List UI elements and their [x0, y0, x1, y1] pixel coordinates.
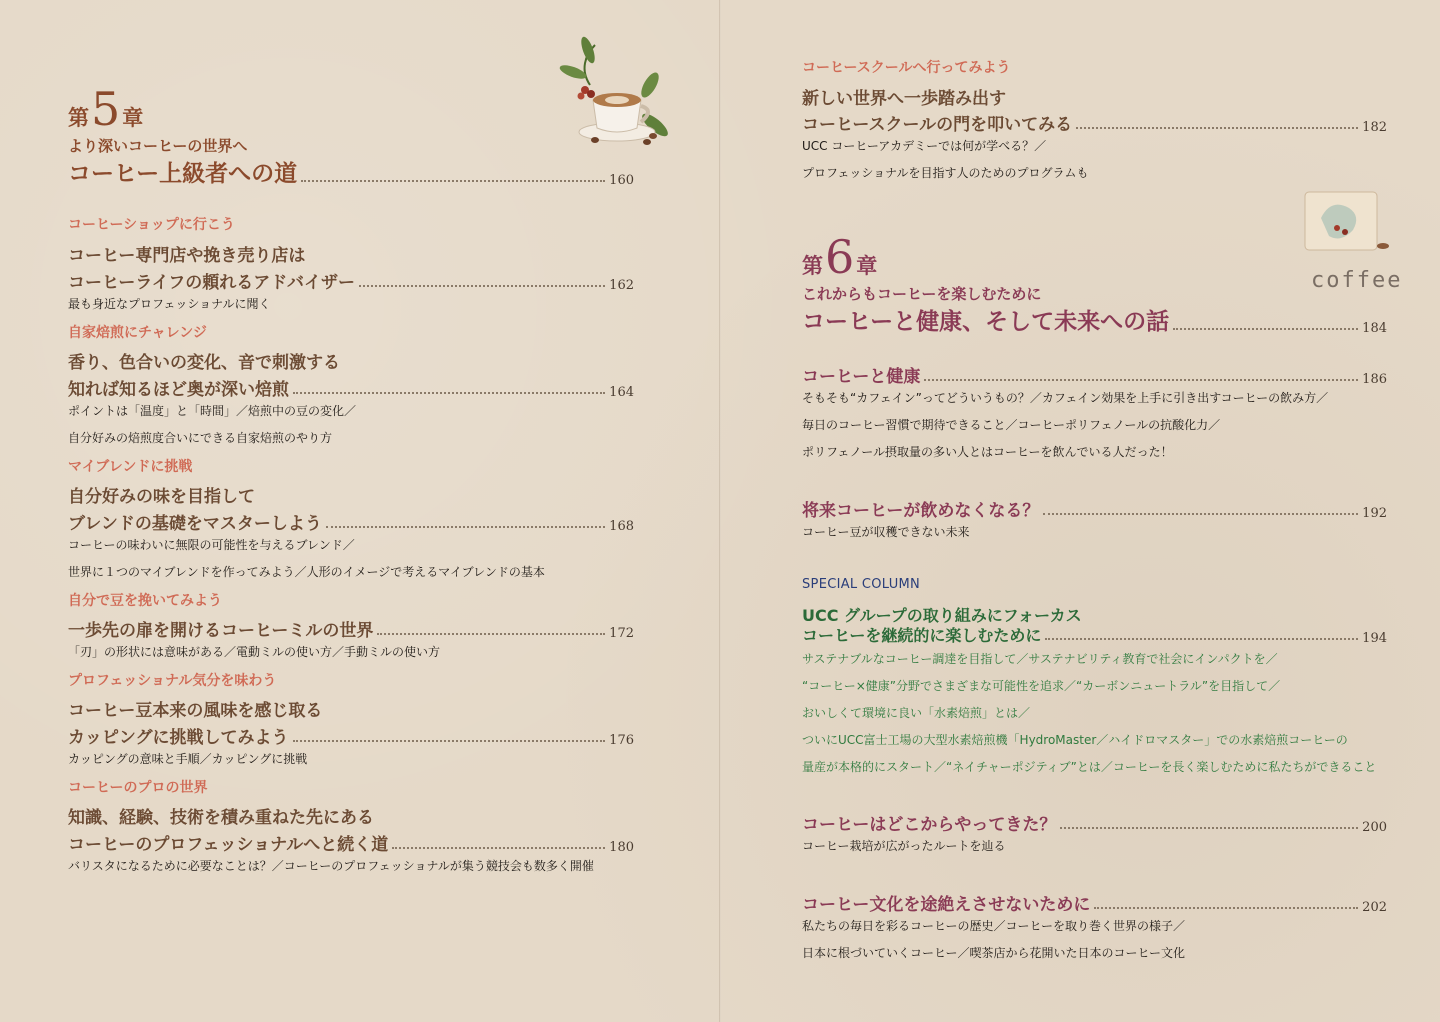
entry-description: プロフェッショナルを目指す人のためのプログラムも [802, 166, 1089, 180]
entry-heading: 一歩先の扉を開けるコーヒーミルの世界 [68, 621, 374, 641]
page-number: 186 [1362, 372, 1387, 387]
toc-entry[interactable] [802, 890, 1387, 915]
entry-description: そもそも“カフェイン”ってどういうもの？／カフェイン効果を上手に引き出すコーヒーの飲み方／ [802, 391, 1329, 405]
dot-leader [301, 180, 605, 182]
section-label: 自家焙煎にチャレンジ [68, 325, 207, 341]
toc-entry[interactable] [802, 810, 1387, 835]
toc-entry[interactable] [802, 110, 1387, 135]
entry-heading: コーヒーを継続的に楽しむために [802, 626, 1042, 645]
page-number: 176 [609, 733, 634, 748]
toc-entry[interactable] [68, 375, 634, 400]
dot-leader [1060, 827, 1358, 829]
entry-description: コーヒーの味わいに無限の可能性を与えるブレンド／ [68, 538, 355, 552]
page-number: 192 [1362, 506, 1387, 521]
entry-description: ついにUCC富士工場の大型水素焙煎機「HydroMaster／ハイドロマスター」での水素焙煎コーヒーの [802, 733, 1348, 747]
entry-heading: コーヒーと健康 [802, 367, 921, 387]
page-number: 162 [609, 278, 634, 293]
page-number: 180 [609, 840, 634, 855]
entry-description: おいしくて環境に良い「水素焙煎」とは／ [802, 706, 1031, 720]
toc-entry[interactable] [68, 723, 634, 748]
entry-heading-line1: 香り、色合いの変化、音で刺激する [68, 353, 340, 373]
entry-description: 量産が本格的にスタート／“ネイチャーポジティブ”とは／コーヒーを長く楽しむために私たちができること [802, 760, 1377, 774]
entry-heading: コーヒーのプロフェッショナルへと続く道 [68, 835, 389, 855]
entry-description: 毎日のコーヒー習慣で期待できること／コーヒーポリフェノールの抗酸化力／ [802, 418, 1221, 432]
entry-description: 日本に根づいていくコーヒー／喫茶店から花開いた日本のコーヒー文化 [802, 946, 1186, 960]
dot-leader [1173, 328, 1358, 330]
dot-leader [326, 526, 605, 528]
chapter-title-row[interactable] [68, 155, 634, 188]
coffee-map-illustration [1301, 188, 1401, 258]
entry-heading: コーヒーライフの頼れるアドバイザー [68, 273, 355, 293]
chapter-title: コーヒーと健康、そして未来への話 [802, 309, 1170, 335]
entry-description: サステナブルなコーヒー調達を目指して／サステナビリティ教育で社会にインパクトを／ [802, 652, 1278, 666]
entry-description: 私たちの毎日を彩るコーヒーの歴史／コーヒーを取り巻く世界の様子／ [802, 919, 1186, 933]
dot-leader [1094, 907, 1358, 909]
toc-entry[interactable] [68, 616, 634, 641]
chapter-subtitle: より深いコーヒーの世界へ [68, 137, 248, 155]
dot-leader [1076, 127, 1358, 129]
entry-heading-line1: 新しい世界へ一歩踏み出す [802, 89, 1006, 109]
entry-heading: カッピングに挑戦してみよう [68, 728, 289, 748]
entry-heading: コーヒー文化を途絶えさせないために [802, 895, 1091, 915]
entry-description: ポイントは「温度」と「時間」／焙煎中の豆の変化／ [68, 404, 357, 418]
chapter-6-label [802, 230, 878, 284]
special-column-label: SPECIAL COLUMN [802, 577, 921, 592]
entry-description: 自分好みの焙煎度合いにできる自家焙煎のやり方 [68, 431, 333, 445]
section-label: コーヒーのプロの世界 [68, 780, 208, 796]
entry-heading-line1: コーヒー豆本来の風味を感じ取る [68, 701, 323, 721]
entry-heading-line1: 知識、経験、技術を積み重ねた先にある [68, 808, 374, 828]
toc-entry[interactable] [68, 830, 634, 855]
dot-leader [293, 740, 606, 742]
entry-description: バリスタになるために必要なことは？／コーヒーのプロフェッショナルが集う競技会も数多く開催 [68, 859, 594, 873]
page-number: 172 [609, 626, 634, 641]
section-label: マイブレンドに挑戦 [68, 459, 193, 475]
section-label: コーヒースクールへ行ってみよう [802, 60, 1011, 76]
entry-heading: ブレンドの基礎をマスターしよう [68, 514, 322, 534]
entry-heading-line1: 自分好みの味を目指して [68, 487, 255, 507]
section-label: コーヒーショップに行こう [68, 217, 235, 233]
chapter-title-row[interactable] [802, 303, 1387, 336]
right-page [721, 0, 1440, 1022]
dot-leader [293, 392, 605, 394]
entry-description: 世界に１つのマイブレンドを作ってみよう／人形のイメージで考えるマイブレンドの基本 [68, 565, 545, 579]
dot-leader [359, 285, 605, 287]
entry-description: “コーヒー×健康”分野でさまざまな可能性を追求／“カーボンニュートラル”を目指して／ [802, 679, 1281, 693]
chapter-suffix: 章 [856, 254, 878, 278]
page-number: 182 [1362, 120, 1387, 135]
entry-heading: コーヒースクールの門を叩いてみる [802, 115, 1073, 135]
chapter-5-label [68, 82, 144, 136]
chapter-prefix: 第 [802, 254, 823, 278]
dot-leader [1043, 513, 1358, 515]
chapter-number: 5 [91, 82, 121, 136]
coffee-word-art: coffee [1311, 268, 1403, 293]
section-label: 自分で豆を挽いてみよう [68, 593, 222, 609]
coffee-cup-illustration [555, 30, 680, 155]
chapter-prefix: 第 [68, 106, 89, 130]
dot-leader [924, 379, 1358, 381]
chapter-title: コーヒー上級者への道 [68, 161, 298, 187]
page-number: 202 [1362, 900, 1387, 915]
chapter-suffix: 章 [122, 106, 144, 130]
toc-entry[interactable] [802, 362, 1387, 387]
page-number: 194 [1362, 631, 1387, 646]
chapter-number: 6 [825, 230, 855, 284]
dot-leader [377, 633, 605, 635]
chapter-subtitle: これからもコーヒーを楽しむために [802, 285, 1042, 303]
section-label: プロフェッショナル気分を味わう [68, 673, 277, 689]
entry-heading-line1: コーヒー専門店や挽き売り店は [68, 246, 306, 266]
page-number: 184 [1362, 321, 1387, 336]
entry-heading-line1: UCC グループの取り組みにフォーカス [802, 606, 1082, 625]
page-number: 160 [609, 173, 634, 188]
entry-description: UCC コーヒーアカデミーでは何が学べる？／ [802, 139, 1047, 153]
entry-heading: 知れば知るほど奥が深い焙煎 [68, 380, 289, 400]
entry-description: 最も身近なプロフェッショナルに聞く [68, 297, 271, 311]
toc-entry[interactable] [802, 623, 1387, 646]
entry-description: コーヒー栽培が広がったルートを辿る [802, 839, 1006, 853]
dot-leader [1045, 638, 1358, 640]
page-number: 200 [1362, 820, 1387, 835]
entry-description: カッピングの意味と手順／カッピングに挑戦 [68, 752, 308, 766]
entry-heading: コーヒーはどこからやってきた？ [802, 815, 1057, 835]
entry-description: ポリフェノール摂取量の多い人とはコーヒーを飲んでいる人だった！ [802, 445, 1173, 459]
entry-heading: 将来コーヒーが飲めなくなる？ [802, 501, 1040, 521]
entry-description: コーヒー豆が収穫できない未来 [802, 525, 970, 539]
page-number: 168 [609, 519, 634, 534]
dot-leader [392, 847, 605, 849]
toc-entry[interactable] [68, 268, 634, 293]
page-number: 164 [609, 385, 634, 400]
toc-entry[interactable] [802, 496, 1387, 521]
toc-entry[interactable] [68, 509, 634, 534]
left-page [0, 0, 719, 1022]
entry-description: 「刃」の形状には意味がある／電動ミルの使い方／手動ミルの使い方 [68, 645, 441, 659]
